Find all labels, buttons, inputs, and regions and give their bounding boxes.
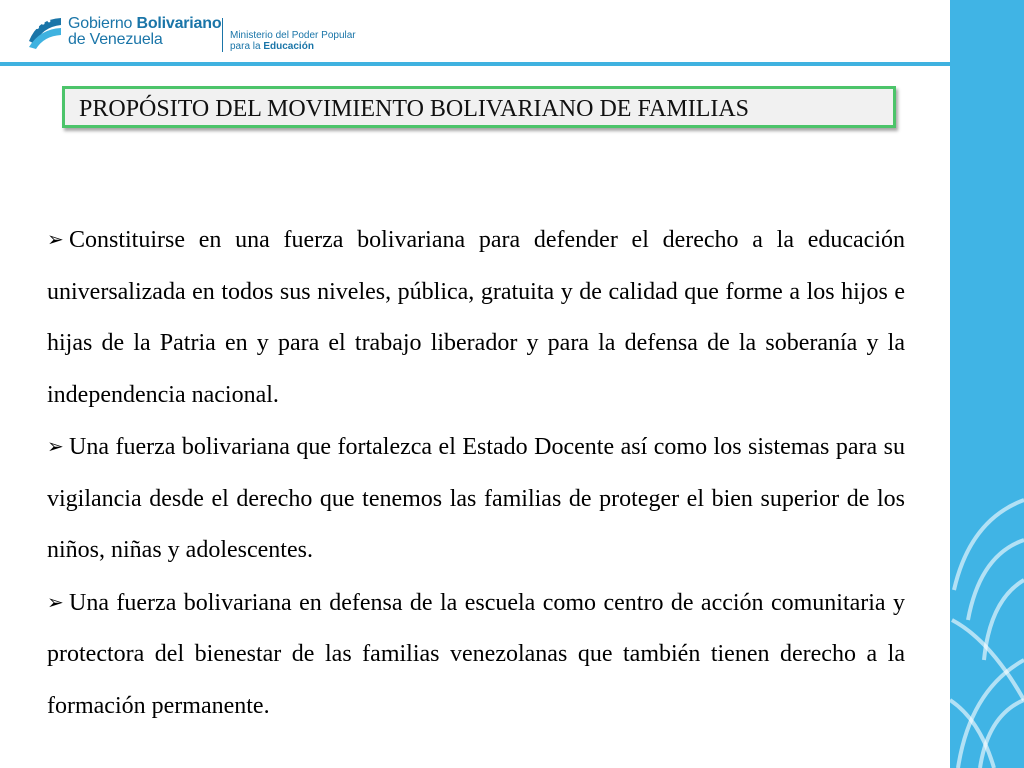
bullet-item — [47, 214, 905, 421]
logo-line1-bold: Bolivariano — [136, 15, 222, 32]
slide-title: PROPÓSITO DEL MOVIMIENTO BOLIVARIANO DE FAMILIAS — [79, 96, 750, 122]
logo-divider — [222, 18, 223, 52]
bullet-item — [47, 421, 905, 577]
ministry-line2-regular: para la — [230, 41, 264, 52]
arrowhead-bullet-icon: ➢ — [47, 589, 64, 614]
bullet-text: Una fuerza bolivariana en defensa de la escuela como centro de acción comunitaria y protectora del bienestar de las familias venezolanas que también tienen derecho a la formación permanente. — [47, 589, 905, 719]
side-band-arcs-icon — [950, 0, 1024, 768]
bullet-item — [47, 577, 905, 733]
logo-line2: de Venezuela — [68, 31, 163, 48]
arrowhead-bullet-icon: ➢ — [47, 434, 64, 458]
ministry-line1: Ministerio del Poder Popular — [230, 30, 356, 41]
government-logo-text — [68, 16, 221, 48]
header-rule — [0, 62, 950, 66]
slide-title-box — [62, 86, 896, 128]
slide-header — [0, 0, 950, 62]
logo-line1-regular: Gobierno — [68, 15, 137, 32]
bullet-text: Una fuerza bolivariana que fortalezca el Estado Docente así como los sistemas para su vigilancia desde el derecho que tenemos las familias de proteger el bien superior de los niños, niñas y adolescentes. — [47, 434, 905, 563]
government-logo-icon — [26, 13, 64, 51]
ministry-name — [230, 30, 356, 52]
bullet-text: Constituirse en una fuerza bolivariana para defender el derecho a la educación universalizada en todos sus niveles, pública, gratuita y de calidad que forme a los hijos e hijas de la Patria en y para el trabajo liberador y para la defensa de la soberanía y la independencia nacional. — [47, 227, 905, 408]
arrowhead-bullet-icon: ➢ — [47, 227, 64, 251]
bullet-list — [47, 214, 905, 732]
ministry-line2-bold: Educación — [263, 41, 314, 52]
decorative-side-band — [950, 0, 1024, 768]
